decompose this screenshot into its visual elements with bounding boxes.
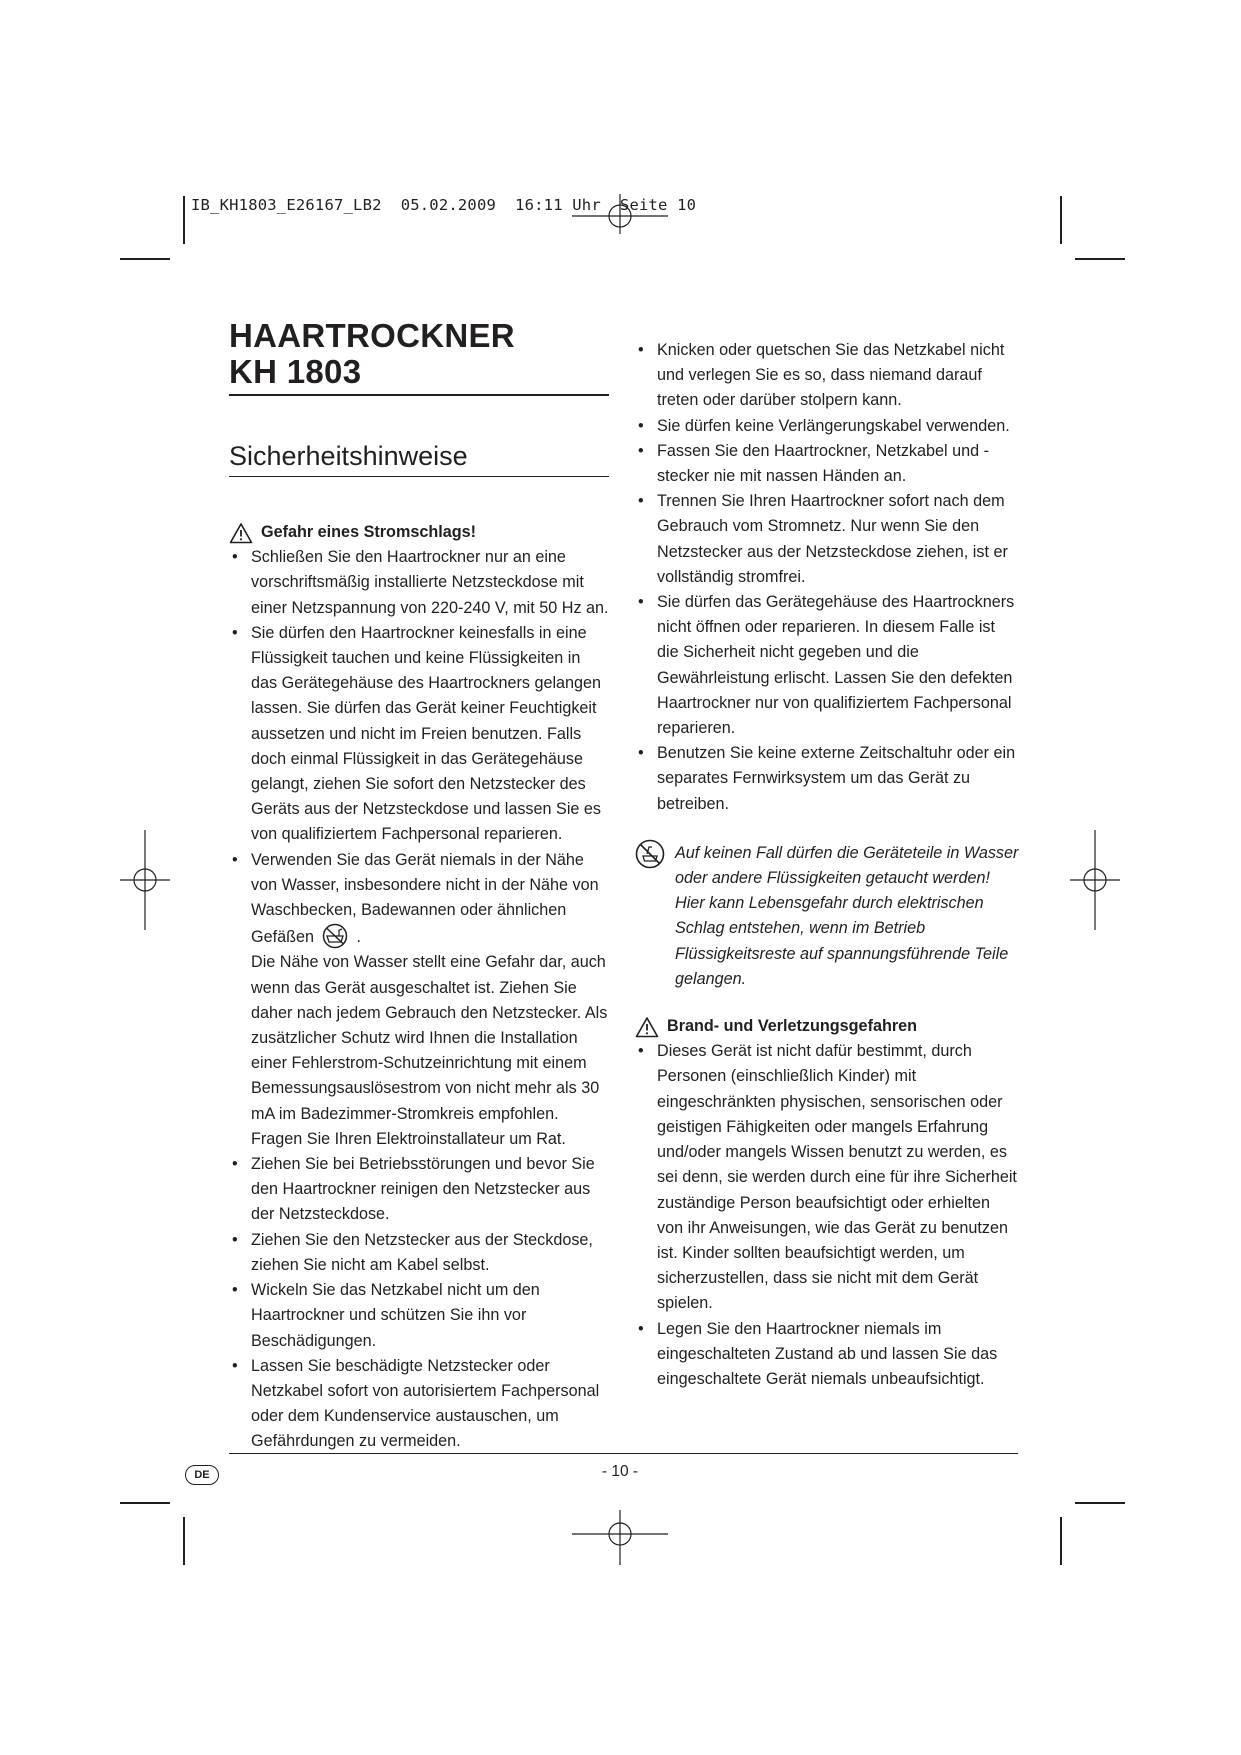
- registration-mark-icon: [570, 1510, 670, 1570]
- right-column: [635, 338, 1020, 1392]
- list-item: • Trennen Sie Ihren Haartrockner sofort nach dem Gebrauch vom Stromnetz. Nur wenn Sie den Netzstecker aus der Netzsteckdose ziehen, ist er vollständig stromfrei.: [638, 492, 1008, 586]
- list-item: • Knicken oder quetschen Sie das Netzkabel nicht und verlegen Sie es so, dass niemand darauf treten oder darüber stolpern kann.: [638, 341, 1005, 410]
- list-item: • Fassen Sie den Haartrockner, Netzkabel und -stecker nie mit nassen Händen an.: [638, 441, 990, 486]
- list-item: • Lassen Sie beschädigte Netzstecker oder Netzkabel sofort von autorisiertem Fachpersonal oder dem Kundenservice austauschen, um Gefährdungen zu vermeiden.: [232, 1356, 600, 1451]
- left-column: [229, 318, 609, 1455]
- list-item: • Legen Sie den Haartrockner niemals im eingeschalteten Zustand ab und lassen Sie das eingeschaltete Gerät niemals unbeaufsichtigt.: [638, 1319, 998, 1388]
- no-water-immersion-icon: [635, 839, 665, 869]
- section-heading: Sicherheitshinweise: [229, 441, 468, 471]
- registration-mark-icon: [1070, 830, 1120, 930]
- list-item: • Benutzen Sie keine externe Zeitschaltuhr oder ein separates Fernwirksystem um das Gerät zu betreiben.: [638, 744, 1016, 813]
- list-item: • Wickeln Sie das Netzkabel nicht um den Haartrockner und schützen Sie ihn vor Beschädigungen.: [232, 1281, 540, 1350]
- list-item: • Ziehen Sie bei Betriebsstörungen und bevor Sie den Haartrockner reinigen den Netzstecker aus der Netzsteckdose.: [232, 1155, 595, 1224]
- list-item: • Sie dürfen das Gerätegehäuse des Haartrockners nicht öffnen oder reparieren. In diesem Falle ist die Sicherheit nicht gegeben und die Gewährleistung erlischt. Lassen Sie den defekten Haartrockner nur von qualifiziertem Fachpersonal reparieren.: [638, 593, 1015, 738]
- crop-mark: [1060, 196, 1062, 244]
- electric-hazard-heading-text: Gefahr eines Stromschlags!: [261, 523, 477, 541]
- electric-hazard-list: [229, 545, 609, 1454]
- title-line-2: KH 1803: [229, 353, 362, 390]
- fire-hazard-list: [635, 1039, 1020, 1392]
- crop-mark: [120, 258, 170, 260]
- crop-mark: [1075, 1502, 1125, 1504]
- page-title: [229, 318, 609, 390]
- crop-mark: [183, 196, 185, 244]
- fire-hazard-heading: [635, 1014, 1020, 1039]
- list-item: • Sie dürfen den Haartrockner keinesfalls in eine Flüssigkeit tauchen und keine Flüssigkeiten in das Gerätegehäuse des Haartrockners gelangen lassen. Sie dürfen das Gerät keiner Feuchtigkeit aussetzen und nicht im Freien benutzen. Falls doch einmal Flüssigkeit in das Gerätegehäuse gelangt, ziehen Sie sofort den Netzstecker des Geräts aus der Netzsteckdose und lassen Sie es von qualifiziertem Fachpersonal reparieren.: [232, 623, 602, 844]
- list-item: • Schließen Sie den Haartrockner nur an eine vorschriftsmäßig installierte Netzsteckdose mit einer Netzspannung von 220-240 V, mit 50 Hz an.: [232, 548, 609, 617]
- water-item-text: Verwenden Sie das Gerät niemals in der Nähe von Wasser, insbesondere nicht in der Nähe von Waschbecken, Badewannen oder ähnlichen Gefäßen: [251, 850, 599, 947]
- fire-hazard-heading-text: Brand- und Verletzungsgefahren: [667, 1017, 918, 1036]
- crop-mark: [1075, 258, 1125, 260]
- crop-mark: [183, 1517, 185, 1565]
- footer-rule: [229, 1453, 1018, 1454]
- registration-mark-icon: [120, 830, 170, 930]
- water-warning-text: Auf keinen Fall dürfen die Geräteteile in Wasser oder andere Flüssigkeiten getaucht werden! Hier kann Lebensgefahr durch elektrischen Schlag entstehen, wenn im Betrieb Flüssigkeitsreste auf spannungsführende Teile gelangen.: [675, 843, 1019, 988]
- warning-triangle-icon: [229, 522, 253, 544]
- crop-mark: [120, 1502, 170, 1504]
- electric-hazard-list-continued: [635, 338, 1020, 817]
- crop-mark: [1060, 1517, 1062, 1565]
- title-line-1: HAARTROCKNER: [229, 317, 515, 354]
- list-item: • Sie dürfen keine Verlängerungskabel verwenden.: [638, 416, 1010, 435]
- no-bathtub-icon: [319, 923, 351, 949]
- title-rule: [229, 394, 609, 396]
- section-rule: [229, 476, 609, 477]
- warning-triangle-icon: [635, 1016, 659, 1038]
- list-item: • Ziehen Sie den Netzstecker aus der Steckdose, ziehen Sie nicht am Kabel selbst.: [232, 1230, 593, 1274]
- list-item: • Verwenden Sie das Gerät niemals in der Nähe von Wasser, insbesondere nicht in der Nähe von Waschbecken, Badewannen oder ähnlichen Gefäßen . Die Nähe von Wasser stellt eine Gefahr dar, auch wenn das Gerät ausgeschaltet ist. Ziehen Sie daher nach jedem Gebrauch den Netzstecker. Als zusätzlicher Schutz wird Ihnen die Installation einer Fehlerstrom-Schutzeinrichtung mit einem Bemessungsauslösestrom von nicht mehr als 30 mA im Badezimmer-Stromkreis empfohlen. Fragen Sie Ihren Elektroinstallateur um Rat.: [229, 848, 609, 1152]
- water-item-continuation: Die Nähe von Wasser stellt eine Gefahr dar, auch wenn das Gerät ausgeschaltet ist. Ziehen Sie daher nach jedem Gebrauch den Netzstecker. Als zusätzlicher Schutz wird Ihnen die Installation einer Fehlerstrom-Schutzeinrichtung mit einem Bemessungsauslösestrom von nicht mehr als 30 mA im Badezimmer-Stromkreis empfohlen. Fragen Sie Ihren Elektroinstallateur um Rat.: [251, 953, 608, 1148]
- registration-mark-icon: [570, 194, 670, 234]
- page-number: - 10 -: [601, 1463, 639, 1480]
- print-slug: IB_KH1803_E26167_LB2 05.02.2009 16:11 Uhr Seite 10: [191, 196, 697, 214]
- water-warning-note: [635, 841, 1020, 992]
- electric-hazard-heading: [229, 520, 609, 545]
- language-badge: DE: [185, 1465, 219, 1485]
- water-item-text-end: .: [356, 928, 361, 947]
- list-item: • Dieses Gerät ist nicht dafür bestimmt, durch Personen (einschließlich Kinder) mit eingeschränkten physischen, sensorischen oder geistigen Fähigkeiten oder mangels Erfahrung und/oder mangels Wissen benutzt zu werden, es sei denn, sie werden durch eine für ihre Sicherheit zuständige Person beaufsichtigt oder erhielten von ihr Anweisungen, wie das Gerät zu benutzen ist. Kinder sollten beaufsichtigt werden, um sicherzustellen, dass sie nicht mit dem Gerät spielen.: [638, 1042, 1017, 1313]
